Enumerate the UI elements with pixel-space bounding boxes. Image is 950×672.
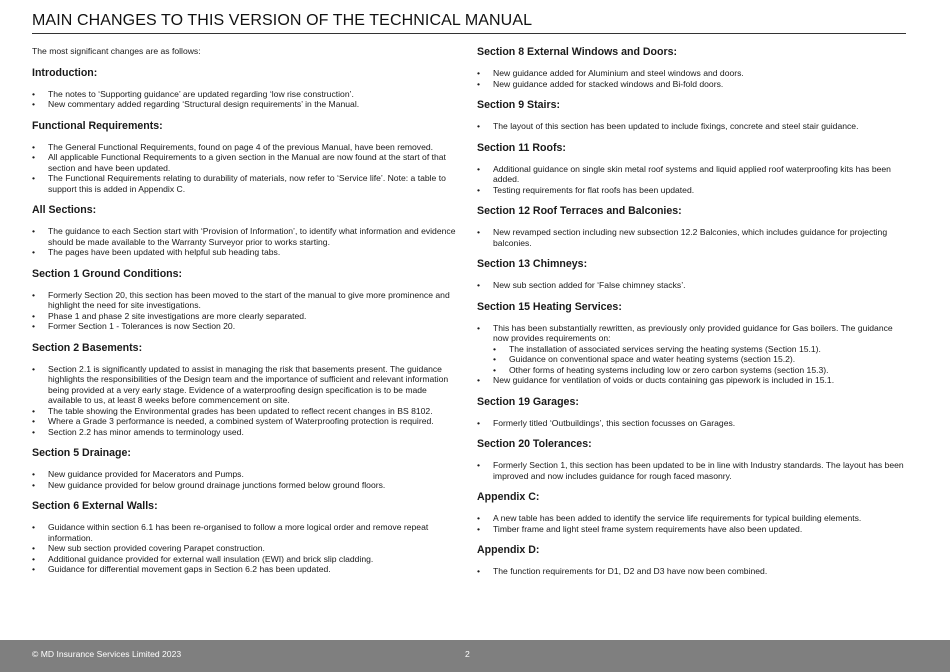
bullet-text: New sub section added for ‘False chimney stacks’. bbox=[493, 280, 686, 290]
section-heading: Section 15 Heating Services: bbox=[477, 300, 622, 313]
bullet-list bbox=[477, 513, 907, 534]
bullet-list bbox=[477, 121, 907, 132]
left-column bbox=[32, 46, 462, 585]
bullet-text: The pages have been updated with helpful sub heading tabs. bbox=[48, 247, 281, 257]
bullet-text: New guidance for ventilation of voids or ducts containing gas pipework is included in 15.1. bbox=[493, 375, 835, 385]
bullet-list bbox=[32, 226, 462, 258]
bullet-item bbox=[32, 226, 462, 247]
bullet-list bbox=[32, 290, 462, 332]
bullet-item bbox=[477, 185, 907, 196]
section-section-2-basements bbox=[32, 342, 462, 438]
bullet-text: Additional guidance provided for external wall insulation (EWI) and brick slip cladding. bbox=[48, 553, 374, 564]
bullet-list bbox=[477, 280, 907, 291]
bullet-text: The notes to ‘Supporting guidance’ are updated regarding ‘low rise construction’. bbox=[48, 88, 354, 99]
section-heading: All Sections: bbox=[32, 204, 97, 216]
section-heading: Section 12 Roof Terraces and Balconies: bbox=[477, 205, 682, 217]
section-functional-requirements bbox=[32, 120, 462, 195]
bullet-item bbox=[32, 522, 462, 543]
section-appendix-d bbox=[477, 544, 907, 577]
page-title: MAIN CHANGES TO THIS VERSION OF THE TECHNICAL MANUAL bbox=[32, 12, 906, 34]
bullet-text: Formerly Section 20, this section has been moved to the start of the manual to give more prominence and highlight the need for site investigations. bbox=[48, 289, 450, 310]
bullet-text: Where a Grade 3 performance is needed, a combined system of Waterproofing protection is required. bbox=[48, 416, 434, 426]
section-section-6-external-walls bbox=[32, 500, 462, 575]
bullet-text: Section 2.1 is significantly updated to assist in managing the risk that basements present. The guidance highlights the responsibilities of the Design team and the importance of sufficient and relevant information being provided at a very early stage. Evidence of a waterproofing design specification is to be made available to us, at least 8 weeks before commencement on site. bbox=[48, 363, 449, 405]
sub-bullet-item: • The installation of associated services serving the heating systems (Section 15.1). bbox=[493, 344, 907, 355]
bullet-text: The table showing the Environmental grades has been updated to reflect recent changes in BS 8102. bbox=[48, 405, 433, 416]
bullet-item bbox=[477, 227, 907, 248]
section-heading: Section 11 Roofs: bbox=[477, 141, 566, 154]
right-column bbox=[477, 46, 907, 587]
bullet-text: The function requirements for D1, D2 and D3 have now been combined. bbox=[493, 566, 768, 576]
bullet-item bbox=[32, 469, 462, 480]
section-heading: Section 2 Basements: bbox=[32, 341, 143, 354]
section-section-1-ground-conditions bbox=[32, 268, 462, 332]
bullet-text: Testing requirements for flat roofs has been updated. bbox=[493, 184, 695, 195]
bullet-text: The Functional Requirements relating to durability of materials, now refer to ‘Service life’. Note: a table to support this is added in Appendix C. bbox=[48, 173, 446, 194]
bullet-item bbox=[477, 79, 907, 90]
section-all-sections bbox=[32, 204, 462, 258]
bullet-text: New guidance provided for Macerators and Pumps. bbox=[48, 469, 244, 479]
bullet-item bbox=[477, 121, 907, 132]
bullet-item bbox=[32, 416, 462, 427]
section-heading: Section 9 Stairs: bbox=[477, 99, 561, 111]
left-sections bbox=[32, 67, 462, 575]
bullet-text: Formerly titled ‘Outbuildings’, this section focusses on Garages. bbox=[493, 417, 736, 428]
bullet-item bbox=[477, 460, 907, 481]
bullet-item bbox=[32, 152, 462, 173]
bullet-text: Timber frame and light steel frame system requirements have also been updated. bbox=[493, 523, 803, 534]
section-section-12-roof-terraces-and-balconies bbox=[477, 205, 907, 248]
section-heading: Appendix D: bbox=[477, 544, 540, 556]
section-appendix-c bbox=[477, 491, 907, 534]
sub-bullet-item: • Guidance on conventional space and water heating systems (section 15.2). bbox=[493, 354, 907, 365]
bullet-item bbox=[477, 68, 907, 79]
bullet-item bbox=[32, 142, 462, 153]
bullet-text: New guidance provided for below ground drainage junctions formed below ground floors. bbox=[48, 479, 386, 490]
bullet-item bbox=[32, 427, 462, 438]
bullet-text: Guidance for differential movement gaps in Section 6.2 has been updated. bbox=[48, 564, 331, 574]
section-heading: Section 6 External Walls: bbox=[32, 500, 158, 512]
bullet-list bbox=[477, 323, 907, 386]
bullet-text: Phase 1 and phase 2 site investigations are more clearly separated. bbox=[48, 310, 307, 321]
section-section-20-tolerances bbox=[477, 438, 907, 481]
bullet-item bbox=[32, 564, 462, 575]
section-heading: Section 20 Tolerances: bbox=[477, 438, 592, 450]
bullet-item bbox=[32, 290, 462, 311]
footer-copyright: © MD Insurance Services Limited 2023 bbox=[32, 649, 182, 659]
bullet-text: The layout of this section has been updated to include fixings, concrete and steel stair guidance. bbox=[493, 121, 859, 131]
bullet-item bbox=[32, 554, 462, 565]
bullet-item bbox=[32, 89, 462, 100]
bullet-text: This has been substantially rewritten, as previously only provided guidance for Gas boilers. The guidance now provides requirements on: bbox=[493, 322, 893, 343]
section-heading: Appendix C: bbox=[477, 491, 540, 503]
bullet-item bbox=[477, 418, 907, 429]
bullet-list bbox=[477, 566, 907, 577]
section-section-9-stairs bbox=[477, 99, 907, 132]
right-sections bbox=[477, 46, 907, 577]
bullet-list bbox=[477, 460, 907, 481]
section-heading: Introduction: bbox=[32, 66, 98, 79]
bullet-item bbox=[32, 543, 462, 554]
intro-text: The most significant changes are as follows: bbox=[32, 46, 201, 56]
bullet-list bbox=[477, 68, 907, 89]
bullet-list bbox=[32, 364, 462, 438]
bullet-list bbox=[32, 142, 462, 195]
bullet-text: All applicable Functional Requirements to a given section in the Manual are now found at the start of that section and have been updated. bbox=[48, 152, 446, 173]
bullet-list bbox=[32, 89, 462, 110]
bullet-item bbox=[32, 311, 462, 322]
bullet-list bbox=[32, 469, 462, 490]
bullet-text: Formerly Section 1, this section has been updated to be in line with Industry standards. The layout has been improved and now includes guidance for rough faced masonry. bbox=[493, 460, 904, 481]
bullet-text: New revamped section including new subsection 12.2 Balconies, which includes guidance for projecting balconies. bbox=[493, 227, 888, 248]
bullet-item bbox=[477, 323, 907, 376]
bullet-text: New commentary added regarding ‘Structural design requirements’ in the Manual. bbox=[48, 99, 360, 109]
bullet-text: The guidance to each Section start with ‘Provision of Information’, to identify what information and evidence should be made available to the Warranty Surveyor prior to works starting. bbox=[48, 226, 456, 247]
bullet-item bbox=[477, 164, 907, 185]
section-heading: Section 19 Garages: bbox=[477, 395, 579, 408]
bullet-item bbox=[32, 364, 462, 406]
bullet-item bbox=[32, 247, 462, 258]
section-heading: Section 1 Ground Conditions: bbox=[32, 267, 183, 280]
footer-page-number: 2 bbox=[465, 649, 470, 659]
section-heading: Section 5 Drainage: bbox=[32, 447, 131, 459]
bullet-list bbox=[32, 522, 462, 575]
section-section-8-external-windows-and-doors bbox=[477, 46, 907, 89]
sub-bullet-item: • Other forms of heating systems including low or zero carbon systems (section 15.3). bbox=[493, 365, 907, 376]
page-footer bbox=[0, 640, 950, 672]
bullet-item bbox=[477, 513, 907, 524]
bullet-text: New guidance added for Aluminium and steel windows and doors. bbox=[493, 68, 744, 78]
section-section-11-roofs bbox=[477, 142, 907, 196]
section-heading: Section 8 External Windows and Doors: bbox=[477, 46, 678, 58]
bullet-text: Section 2.2 has minor amends to terminology used. bbox=[48, 426, 244, 437]
bullet-item bbox=[32, 321, 462, 332]
bullet-list bbox=[477, 164, 907, 196]
section-heading: Section 13 Chimneys: bbox=[477, 258, 588, 270]
bullet-item bbox=[32, 406, 462, 417]
bullet-item bbox=[477, 524, 907, 535]
bullet-item bbox=[32, 173, 462, 194]
bullet-list bbox=[477, 418, 907, 429]
section-introduction bbox=[32, 67, 462, 110]
section-heading: Functional Requirements: bbox=[32, 119, 163, 132]
bullet-item bbox=[32, 480, 462, 491]
bullet-item bbox=[32, 99, 462, 110]
bullet-item bbox=[477, 375, 907, 386]
bullet-text: New guidance added for stacked windows and Bi-fold doors. bbox=[493, 78, 724, 89]
bullet-text: Former Section 1 - Tolerances is now Section 20. bbox=[48, 321, 236, 331]
section-section-5-drainage bbox=[32, 447, 462, 490]
bullet-text: New sub section provided covering Parapet construction. bbox=[48, 543, 265, 553]
sub-bullet-list bbox=[493, 344, 907, 376]
bullet-item bbox=[477, 566, 907, 577]
bullet-list bbox=[477, 227, 907, 248]
section-section-13-chimneys bbox=[477, 258, 907, 291]
section-section-15-heating-services bbox=[477, 301, 907, 386]
bullet-text: The General Functional Requirements, found on page 4 of the previous Manual, have been removed. bbox=[48, 141, 434, 152]
bullet-text: Guidance within section 6.1 has been re-organised to follow a more logical order and remove repeat information. bbox=[48, 522, 429, 543]
section-section-19-garages bbox=[477, 396, 907, 429]
bullet-text: A new table has been added to identify the service life requirements for typical building elements. bbox=[493, 513, 862, 523]
bullet-text: Additional guidance on single skin metal roof systems and liquid applied roof waterproofing kits has been added. bbox=[493, 163, 891, 184]
bullet-item bbox=[477, 280, 907, 291]
